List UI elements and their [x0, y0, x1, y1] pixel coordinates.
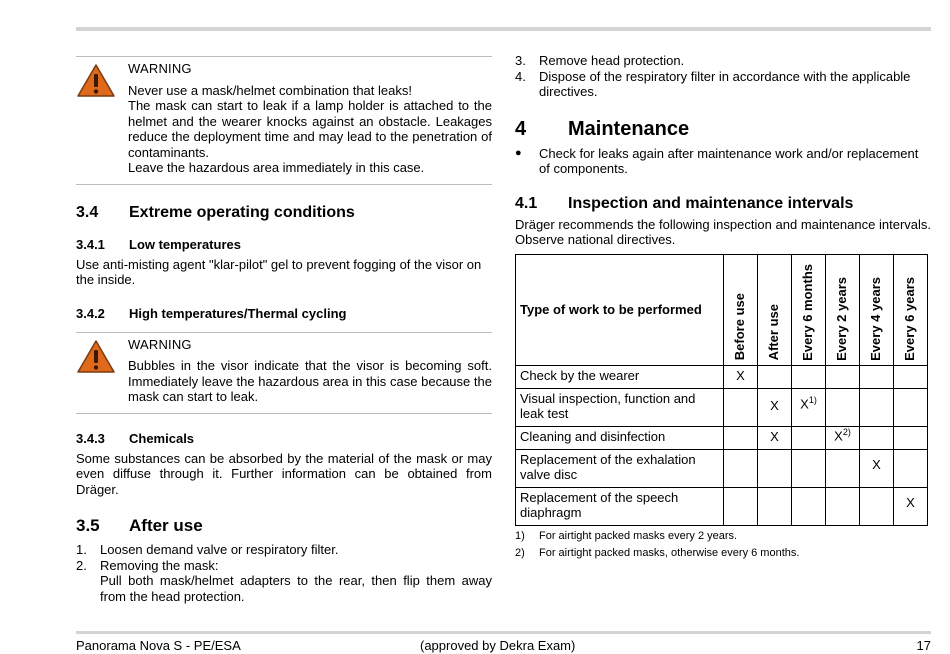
list-item [515, 53, 931, 69]
section-4-1-heading [515, 195, 931, 213]
section-number: 3.4.2 [76, 305, 105, 321]
left-column [76, 56, 492, 604]
table-cell-mark: X [860, 449, 894, 487]
table-header-col [792, 254, 826, 365]
col-label: Every 4 years [868, 276, 883, 361]
table-cell-mark [860, 487, 894, 525]
table-cell-mark [792, 365, 826, 388]
chemicals-text: Some substances can be absorbed by the material of the mask or may even diffuse through it. Further information can be obtained from Dräger. [76, 450, 492, 497]
table-cell-mark [894, 426, 928, 449]
bullet-icon: ● [515, 146, 522, 159]
footer-approval: (approved by Dekra Exam) [420, 638, 576, 653]
section-3-4-heading [76, 204, 492, 222]
col-label: Every 2 years [834, 276, 849, 361]
table-cell-mark [826, 388, 860, 426]
footnote-ref: 2) [842, 426, 851, 437]
warning2-bottom-rule [76, 413, 492, 414]
list-number: 3. [515, 53, 526, 68]
warning-box-2 [76, 333, 492, 413]
footnote-text: For airtight packed masks, otherwise every 6 months. [539, 546, 800, 559]
col-label: After use [766, 304, 781, 361]
table-row [516, 426, 928, 449]
low-temperatures-text: Use anti-misting agent "klar-pilot" gel to prevent fogging of the visor on the inside. [76, 256, 482, 287]
section-title: Chemicals [129, 430, 195, 446]
footer-product: Panorama Nova S - PE/ESA [76, 638, 241, 653]
list-item [76, 542, 492, 558]
list-item [515, 146, 931, 177]
list-text-line-2: Pull both mask/helmet adapters to the rear, then flip them away from the head protection. [100, 573, 492, 604]
table-cell-mark: $X^{1)}$ [792, 388, 826, 426]
table-cell-mark: X [894, 487, 928, 525]
footnote-number: 2) [515, 546, 525, 559]
table-cell-work: Check by the wearer [516, 365, 724, 388]
table-cell-work: Cleaning and disinfection [516, 426, 724, 449]
list-text [100, 558, 492, 605]
footnote [515, 547, 931, 559]
after-use-list-continued [515, 53, 931, 100]
maintenance-bullet [515, 146, 931, 177]
table-cell-mark [894, 388, 928, 426]
table-cell-mark [724, 426, 758, 449]
list-number: 4. [515, 68, 526, 84]
table-cell-mark [758, 449, 792, 487]
table-cell-mark [826, 487, 860, 525]
top-rule [76, 27, 931, 31]
section-title: After use [129, 516, 203, 535]
section-number: 3.5 [76, 516, 100, 535]
table-cell-work: Replacement of the speech diaphragm [516, 487, 724, 525]
warning2-title: WARNING [128, 336, 192, 352]
list-number: 1. [76, 542, 87, 557]
table-row [516, 487, 928, 525]
table-cell-mark [860, 365, 894, 388]
table-header-col [894, 254, 928, 365]
table-cell-mark [724, 449, 758, 487]
after-use-list [76, 542, 492, 604]
table-cell-work: Replacement of the exhalation valve disc [516, 449, 724, 487]
table-cell-mark: $X^{2)}$ [826, 426, 860, 449]
table-row [516, 449, 928, 487]
section-number: 4.1 [515, 194, 538, 212]
page-number: 17 [916, 638, 931, 653]
list-number: 2. [76, 557, 87, 573]
list-item [76, 558, 492, 605]
col-label: Every 6 months [800, 263, 815, 361]
table-header-work: Type of work to be performed [516, 254, 724, 365]
table-header-col [724, 254, 758, 365]
section-3-4-1-heading [76, 237, 492, 252]
section-number: 3.4 [76, 203, 99, 221]
table-cell-mark: X [724, 365, 758, 388]
intervals-table [515, 254, 928, 526]
table-cell-mark [792, 449, 826, 487]
list-text: Remove head protection. [539, 53, 685, 68]
table-cell-work: Visual inspection, function and leak test [516, 388, 724, 426]
table-header-col [758, 254, 792, 365]
section-number: 3.4.3 [76, 430, 105, 446]
table-cell-mark [792, 487, 826, 525]
list-text: Loosen demand valve or respiratory filter. [100, 542, 339, 557]
warning2-text: Bubbles in the visor indicate that the visor is becoming soft. Immediately leave the hazardous area in this case because the mask can start to leak. [128, 358, 492, 404]
footnote-number: 1) [515, 529, 525, 542]
section-number: 3.4.1 [76, 236, 105, 252]
table-cell-mark [826, 365, 860, 388]
list-item [515, 69, 931, 100]
intervals-intro-text: Dräger recommends the following inspection and maintenance intervals. Observe national directives. [515, 216, 931, 247]
section-title: Inspection and maintenance intervals [568, 194, 854, 212]
list-text: Dispose of the respiratory filter in accordance with the applicable directives. [539, 68, 911, 99]
table-row [516, 365, 928, 388]
warning1-line-1: Never use a mask/helmet combination that leaks! [128, 82, 412, 98]
section-3-4-2-heading [76, 306, 492, 321]
warning1-line-3: Leave the hazardous area immediately in this case. [128, 160, 425, 175]
warning-triangle-icon [76, 61, 128, 176]
section-3-5-heading [76, 516, 492, 536]
table-cell-mark [758, 487, 792, 525]
footnote-ref: 1) [808, 394, 817, 405]
warning1-line-2: The mask can start to leak if a lamp holder is attached to the helmet and the wearer knocks against an obstacle. Leakages reduce the deployment time and may lead to the penetration of contaminants. [128, 98, 492, 160]
table-header-col [826, 254, 860, 365]
table-header-col [860, 254, 894, 365]
warning-triangle-icon [76, 337, 128, 405]
table-cell-mark [724, 487, 758, 525]
section-title: High temperatures/Thermal cycling [129, 305, 347, 321]
table-header-row [516, 254, 928, 365]
section-title: Extreme operating conditions [129, 203, 355, 221]
warning-box-1 [76, 57, 492, 184]
list-text-line-1: Removing the mask: [100, 557, 219, 573]
table-cell-mark [724, 388, 758, 426]
section-title: Low temperatures [129, 236, 241, 252]
section-3-4-3-heading [76, 431, 492, 446]
section-4-heading [515, 118, 931, 141]
footnote [515, 530, 931, 542]
table-cell-mark [792, 426, 826, 449]
warning1-bottom-rule [76, 184, 492, 185]
section-title: Maintenance [568, 117, 690, 140]
table-cell-mark [860, 426, 894, 449]
table-cell-mark [894, 449, 928, 487]
list-text: Check for leaks again after maintenance work and/or replacement of components. [539, 145, 919, 176]
table-row [516, 388, 928, 426]
col-label: Every 6 years [902, 276, 917, 361]
table-cell-mark [826, 449, 860, 487]
table-cell-mark [860, 388, 894, 426]
table-cell-mark [758, 365, 792, 388]
bottom-rule [76, 631, 931, 634]
section-number: 4 [515, 117, 527, 140]
footnote-text: For airtight packed masks every 2 years. [539, 529, 738, 542]
col-label: Before use [732, 293, 747, 361]
table-cell-mark: X [758, 388, 792, 426]
right-column [515, 53, 931, 559]
warning1-title: WARNING [128, 61, 192, 76]
table-cell-mark [894, 365, 928, 388]
table-cell-mark: X [758, 426, 792, 449]
